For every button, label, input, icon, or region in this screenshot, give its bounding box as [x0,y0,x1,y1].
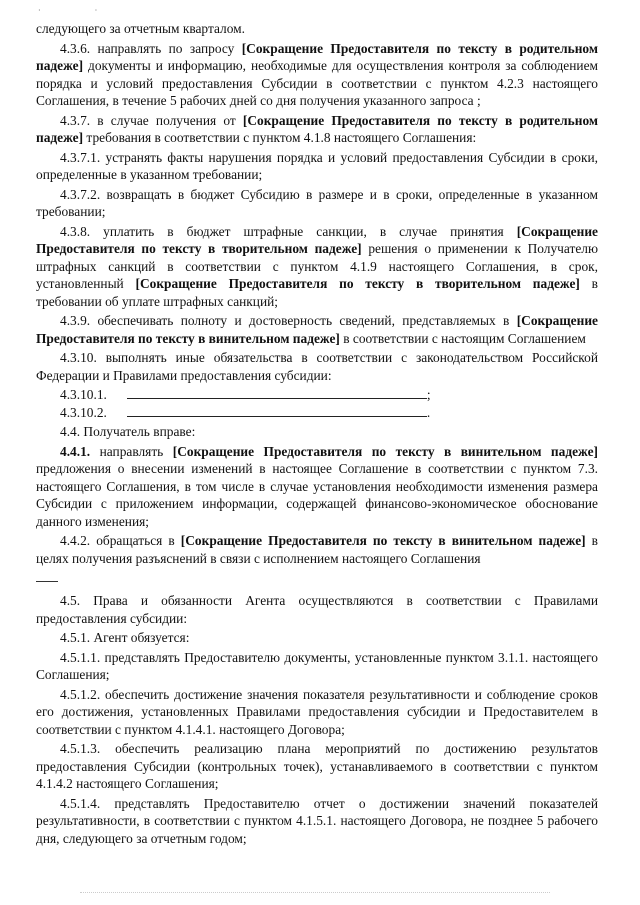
placeholder-bold: [Сокращение Предоставителя по тексту в винительном падеже] [172,443,598,459]
placeholder-bold: [Сокращение Предоставителя по тексту в творительном падеже] [135,276,580,291]
placeholder-bold: [Сокращение Предоставителя по тексту в винительном падеже] [180,533,586,548]
paragraph-4-3-10: 4.3.10. выполнять иные обязательства в соответствии с законодательством Российской Федерации и Правилами предоставления субсидии: [36,350,598,383]
paragraph-4-5-1-1: 4.5.1.1. представлять Предоставителю документы, установленные пунктом 3.1.1. настоящего Соглашения; [36,649,598,682]
paragraph-4-5-1: 4.5.1. Агент обязуется: [60,630,190,645]
paragraph-4-3-7 [36,112,598,147]
paragraph-4-4-1 [36,443,598,531]
text: направлять [90,443,173,459]
paragraph-continuation: следующего за отчетным кварталом. [36,21,245,36]
paragraph-4-4: 4.4. Получатель вправе: [60,424,196,439]
placeholder-bold: [Сокращение Предоставителя по тексту в родительном падеже] [36,112,599,145]
paragraph-4-3-10-2 [36,404,598,422]
item-label: 4.3.10.2. [60,404,107,420]
text: в требовании об уплате штрафных санкций; [36,276,598,309]
text: 4.3.9. обеспечивать полноту и достоверность сведений, представляемых в [60,313,517,328]
document-body [36,20,598,849]
text: 4.4.2. обращаться в [60,533,181,548]
item-end: ; [426,387,431,402]
placeholder-bold: [Сокращение Предоставителя по тексту в винительном падеже] [36,313,598,346]
text: 4.3.8. уплатить в бюджет штрафные санкции, в случае принятия [60,223,517,239]
paragraph-4-3-7-1: 4.3.7.1. устранять факты нарушения порядка и условий предоставления Субсидии в сроки, определенные в указанном требовании; [36,149,598,182]
paragraph-4-3-7-2: 4.3.7.2. возвращать в бюджет Субсидию в размере и в сроки, определенные в указанном требовании; [36,186,598,219]
item-end: . [426,404,431,420]
item-number-bold: 4.4.1. [60,443,91,459]
paragraph-4-3-8 [36,223,598,311]
text: предложения о внесении изменений в настоящее Соглашение в соответствии с пунктом 7.3. настоящего Соглашения, в том числе в случае установления необходимости изменения размера Субсидии с приложением информации, содержащей финансово-экономическое обоснование данного изменения; [36,461,598,529]
text: 4.3.7. в случае получения от [60,112,243,128]
placeholder-bold: [Сокращение Предоставителя по тексту в родительном падеже] [36,40,598,73]
paragraph-4-4-2 [36,532,598,567]
scan-noise-bottom [80,886,550,893]
blank-fill-line [127,386,427,399]
text: требования в соответствии с пунктом 4.1.8 настоящего Соглашения: [83,130,477,145]
text: решения о применении к Получателю штрафных санкций в соответствии с пунктом 4.1.9 настоящего Соглашения, в срок, установленный [36,241,598,291]
blank-fill-line [127,404,427,417]
text: документы и информацию, необходимые для осуществления контроля за соблюдением порядка и условий предоставления Субсидии в соответствии с пунктом 4.2.3 настоящего Соглашения, в течение 5 рабочих дней со дня получения указанного запроса ; [36,58,598,108]
paragraph-4-3-9 [36,312,598,347]
paragraph-4-5-1-4: 4.5.1.4. представлять Предоставителю отчет о достижении значений показателей результативности, в соответствии с пунктом 4.1.5.1. настоящего Договора, не позднее 5 рабочего дня, следующего за отчетным годом; [36,795,598,846]
item-label: 4.3.10.1. [60,387,107,402]
text: в целях получения разъяснений в связи с исполнением настоящего Соглашения [36,533,598,566]
paragraph-4-5-1-2: 4.5.1.2. обеспечить достижение значения показателя результативности и соблюдение сроков его достижения, установленных Правилами предоставления субсидии и Предоставителем в соответствии с пунктом 4.1.4.1. настоящего Договора; [36,686,598,737]
text: в соответствии с настоящим Соглашением [339,330,586,346]
scan-marks: · · [38,6,124,15]
text: 4.3.6. направлять по запросу [60,40,242,56]
paragraph-4-3-6 [36,40,598,110]
placeholder-bold: [Сокращение Предоставителя по тексту в творительном падеже] [36,223,598,256]
paragraph-4-5-1-3: 4.5.1.3. обеспечить реализацию плана мероприятий по достижению результатов предоставления Субсидии (контрольных точек), устанавливаемого в соответствии с пунктом 4.1.4.2 настоящего Соглашения; [36,741,598,791]
separator-dash [36,581,58,582]
paragraph-4-5: 4.5. Права и обязанности Агента осуществляются в соответствии с Правилами предоставления субсидии: [36,593,598,626]
paragraph-4-3-10-1 [36,386,598,404]
